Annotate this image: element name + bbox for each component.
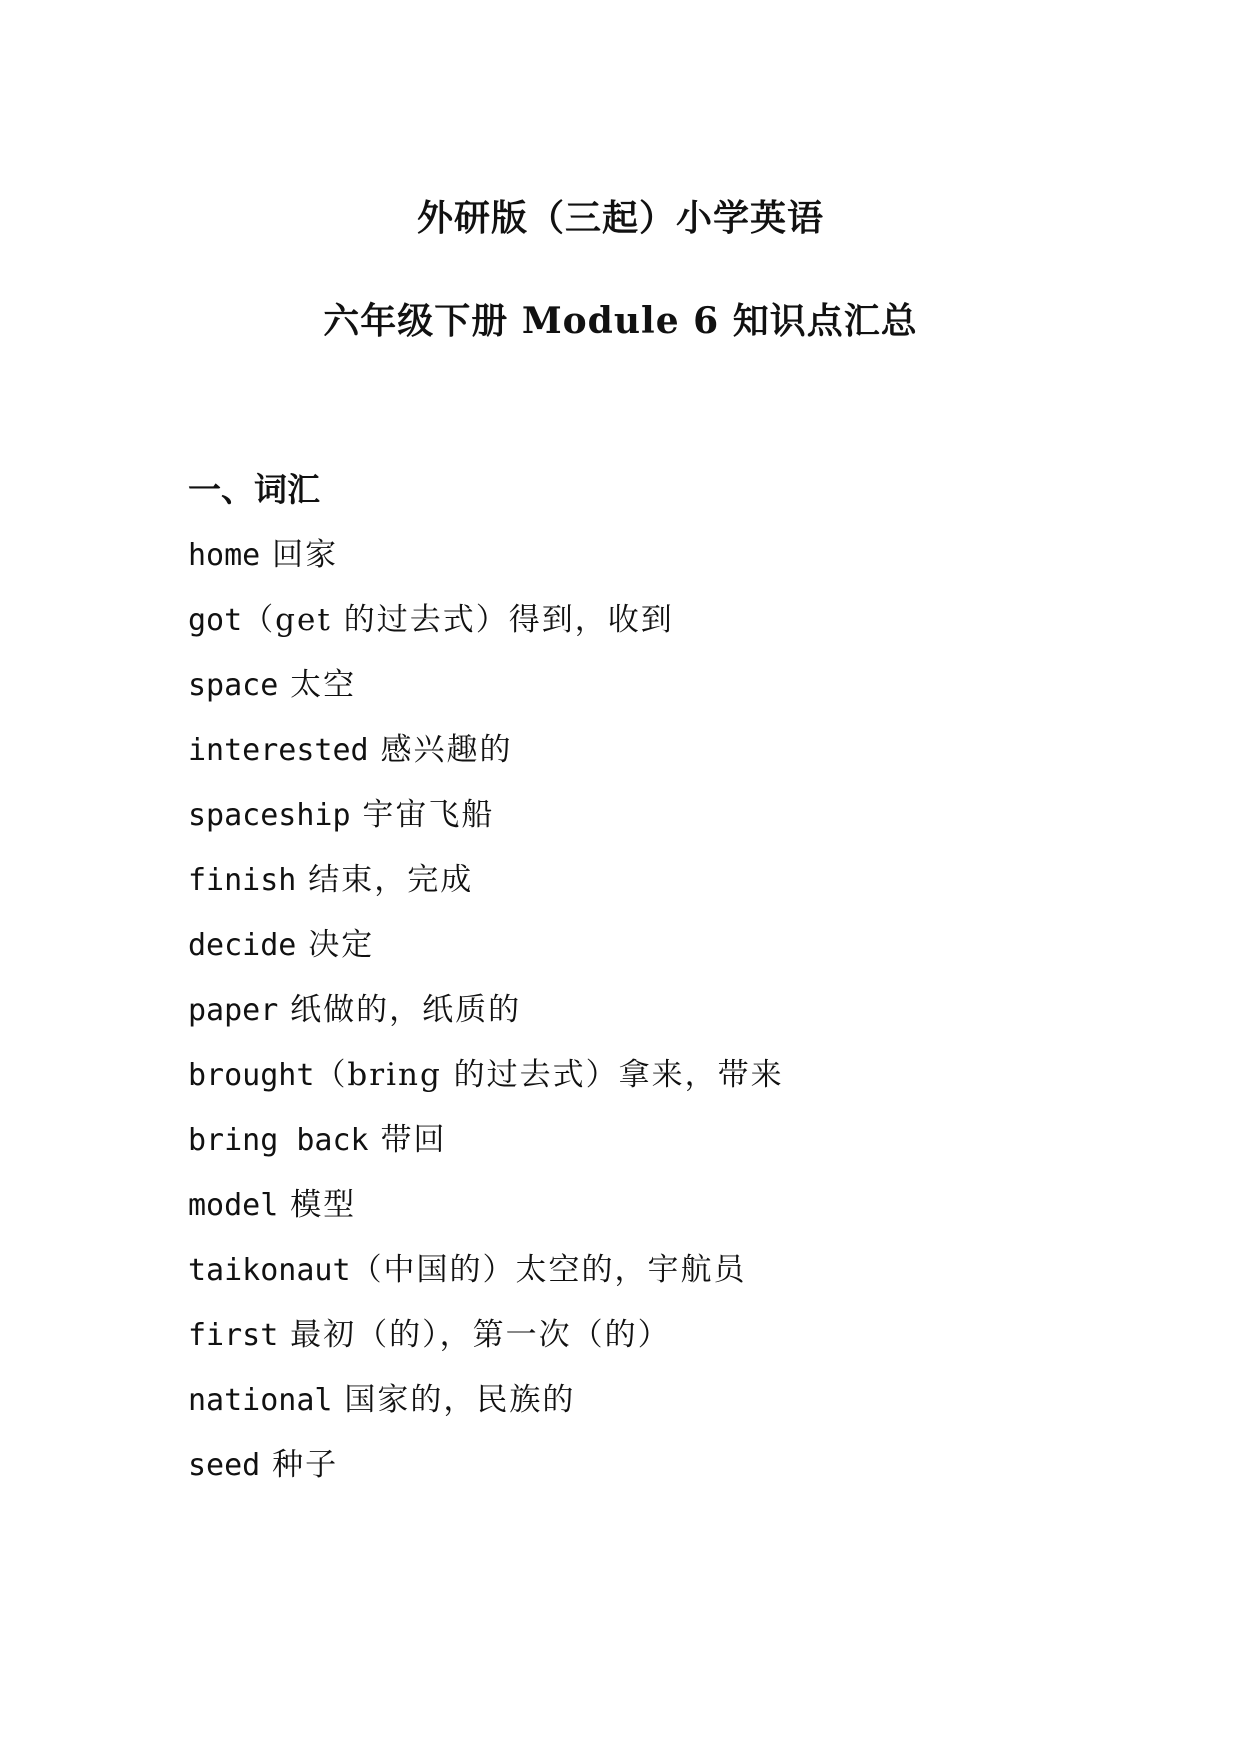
vocab-word: first [188, 1318, 279, 1353]
vocab-word: decide [188, 928, 297, 963]
vocab-item [188, 795, 1188, 860]
vocab-meaning: 模型 [278, 1187, 357, 1223]
vocab-meaning: 回家 [260, 537, 339, 573]
vocab-item [188, 860, 1188, 925]
document-subtitle: 六年级下册 Module 6 知识点汇总 [323, 300, 918, 342]
vocab-word: bring back [188, 1123, 369, 1158]
vocab-meaning: （bring 的过去式）拿来，带来 [314, 1057, 784, 1093]
section-heading-vocabulary: 一、词汇 [188, 470, 320, 509]
vocabulary-list [188, 535, 1188, 1510]
vocab-item [188, 1445, 1188, 1510]
vocab-meaning: 种子 [260, 1447, 339, 1483]
vocab-item [188, 1185, 1188, 1250]
vocab-word: brought [188, 1058, 315, 1093]
vocab-word: model [188, 1188, 279, 1223]
vocab-meaning: 感兴趣的 [368, 732, 513, 768]
vocab-word: seed [188, 1448, 261, 1483]
vocab-word: space [188, 668, 279, 703]
vocab-meaning: 太空 [278, 667, 357, 703]
vocab-item [188, 1120, 1188, 1185]
vocab-word: taikonaut [188, 1253, 351, 1288]
vocab-item [188, 1055, 1188, 1120]
vocab-item [188, 535, 1188, 600]
vocab-item [188, 665, 1188, 730]
vocab-word: national [188, 1383, 333, 1418]
vocab-word: got [188, 603, 243, 638]
vocab-word: home [188, 538, 261, 573]
vocab-meaning: 国家的，民族的 [332, 1382, 576, 1418]
vocab-item [188, 730, 1188, 795]
vocab-meaning: 决定 [296, 927, 375, 963]
vocab-item [188, 1380, 1188, 1445]
vocab-meaning: 最初（的），第一次（的） [278, 1317, 671, 1353]
vocab-word: interested [188, 733, 369, 768]
vocab-meaning: （中国的）太空的，宇航员 [350, 1252, 747, 1288]
vocab-word: finish [188, 863, 297, 898]
vocab-item [188, 1250, 1188, 1315]
vocab-meaning: 纸做的，纸质的 [278, 992, 522, 1028]
vocab-meaning: 带回 [368, 1122, 447, 1158]
vocab-item [188, 600, 1188, 665]
vocab-item [188, 990, 1188, 1055]
vocab-meaning: 宇宙飞船 [350, 797, 495, 833]
vocab-word: paper [188, 993, 279, 1028]
vocab-item [188, 925, 1188, 990]
vocab-item [188, 1315, 1188, 1380]
vocab-word: spaceship [188, 798, 351, 833]
vocab-meaning: 结束，完成 [296, 862, 474, 898]
document-title: 外研版（三起）小学英语 [416, 197, 824, 239]
vocab-meaning: （get 的过去式）得到，收到 [242, 602, 674, 638]
